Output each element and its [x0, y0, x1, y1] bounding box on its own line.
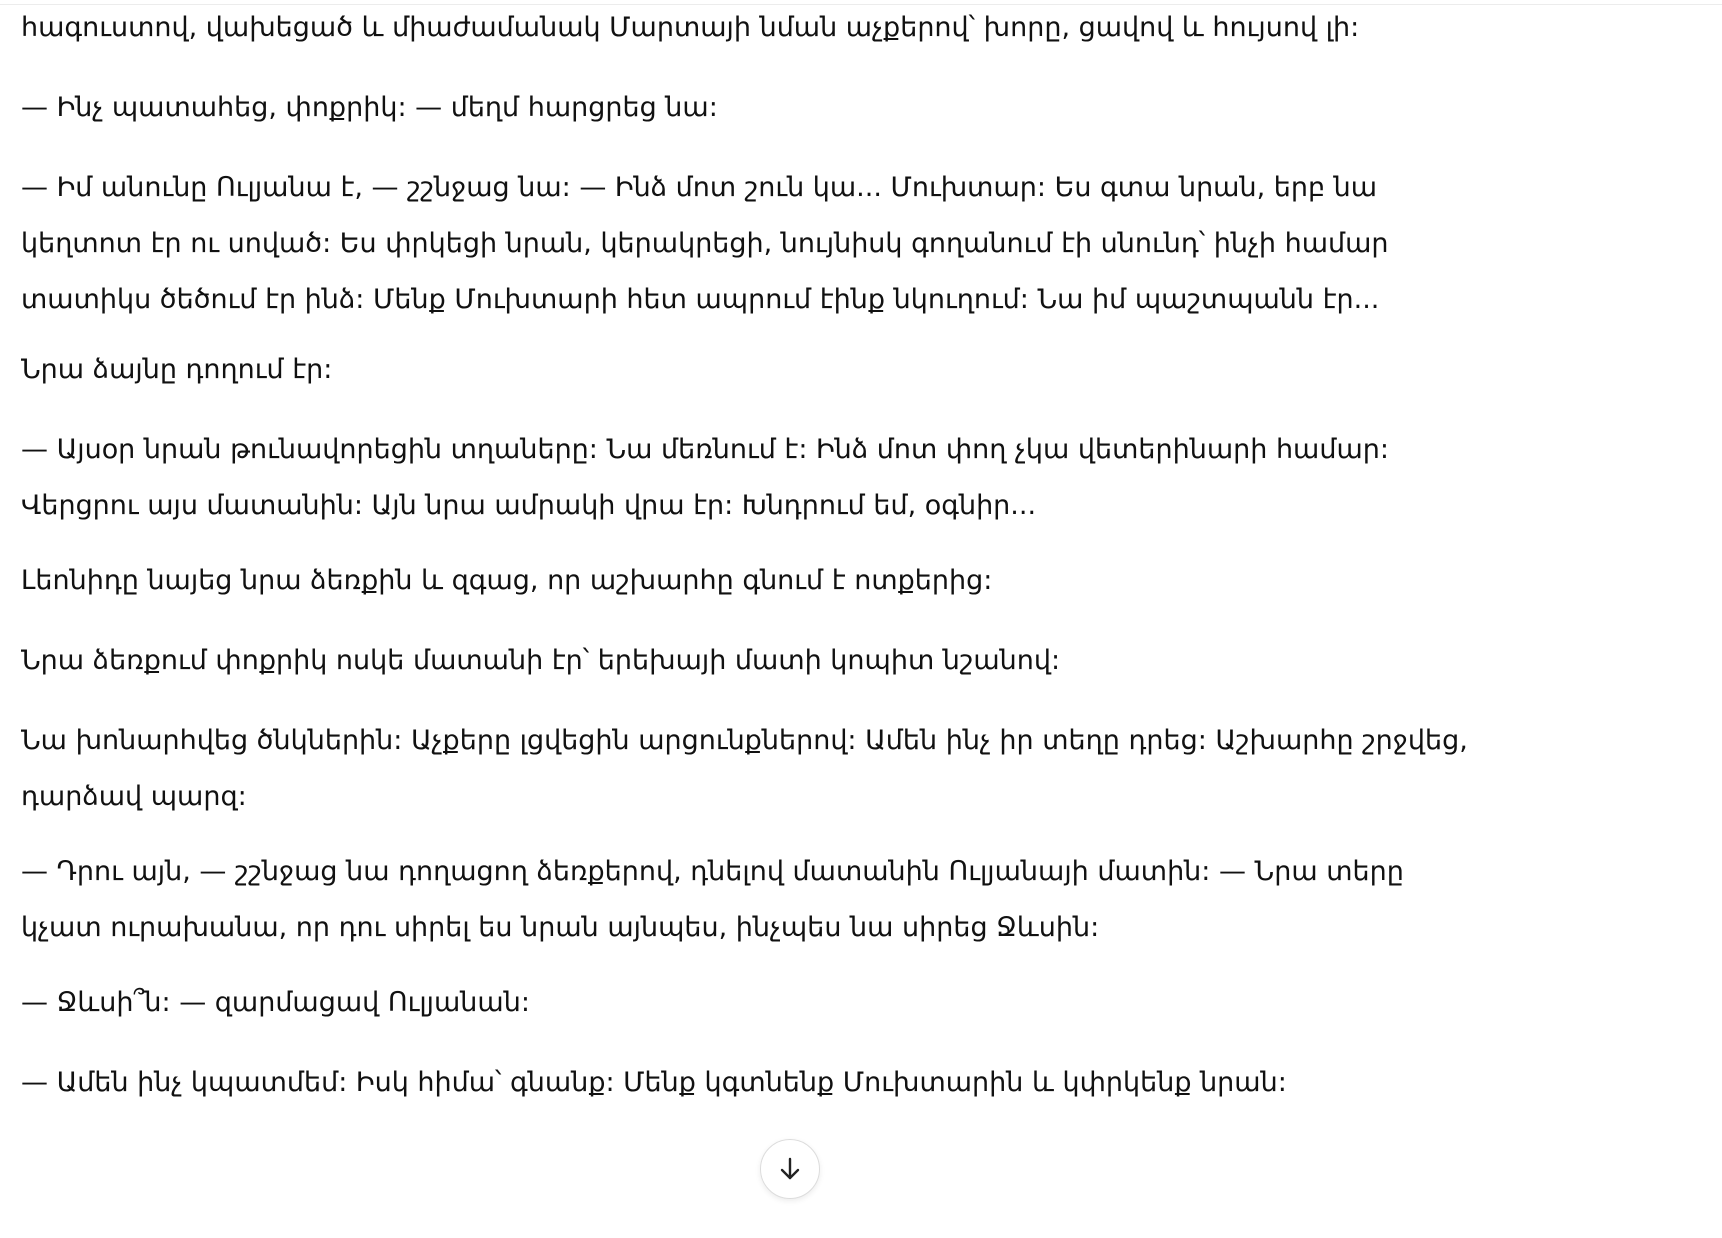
- paragraph-1: [21, 0, 1359, 56]
- paragraph-line: Նրա ձայնը դողում էր:: [21, 354, 333, 385]
- paragraph-5: [21, 422, 1389, 534]
- paragraph-line: Նրա ձեռքում փոքրիկ ոսկե մատանի էր՝ երեխայի մատի կոպիտ նշանով:: [21, 645, 1061, 676]
- paragraph-9: [21, 844, 1404, 956]
- paragraph-7: [21, 633, 1060, 689]
- paragraph-2: [21, 80, 718, 136]
- paragraph-line: Նա խոնարհվեց ծնկներին: Աչքերը լցվեցին արցունքներով: Ամեն ինչ իր տեղը դրեց: Աշխարհը շրջվեց,: [21, 725, 1468, 756]
- paragraph-line: դարձավ պարզ:: [21, 781, 247, 812]
- paragraph-4: [21, 342, 332, 398]
- paragraph-line: հագուստով, վախեցած և միաժամանակ Մարտայի նման աչքերով՝ խորը, ցավով և հույսով լի:: [21, 12, 1360, 43]
- paragraph-line: — Ջևսի՞ն: — զարմացավ Ուլյանան:: [21, 987, 530, 1018]
- paragraph-line: կչատ ուրախանա, որ դու սիրել ես նրան այնպես, ինչպես նա սիրեց Ջևսին:: [21, 912, 1100, 943]
- paragraph-line: — Իմ անունը Ուլյանա է, — շշնջաց նա: — Ինձ մոտ շուն կա... Մուխտար: Ես գտա նրան, երբ նա: [21, 172, 1378, 203]
- paragraph-11: [21, 1055, 1287, 1111]
- paragraph-line: Վերցրու այս մատանին: Այն նրա ամրակի վրա էր: Խնդրում եմ, օգնիր...: [21, 490, 1037, 521]
- paragraph-line: տատիկս ծեծում էր ինձ: Մենք Մուխտարի հետ ապրում էինք նկուղում: Նա իմ պաշտպանն էր...: [21, 284, 1380, 315]
- paragraph-line: — Ինչ պատահեց, փոքրիկ: — մեղմ հարցրեց նա:: [21, 92, 718, 123]
- paragraph-3: [21, 160, 1389, 328]
- paragraph-6: [21, 553, 992, 609]
- paragraph-line: Լեոնիդը նայեց նրա ձեռքին և զգաց, որ աշխարհը գնում է ոտքերից:: [21, 565, 993, 596]
- paragraph-line: կեղտոտ էր ու սոված: Ես փրկեցի նրան, կերակրեցի, նույնիսկ գողանում էի սնունդ՝ ինչի համար: [21, 228, 1389, 259]
- paragraph-line: — Դրու այն, — շշնջաց նա դողացող ձեռքերով, դնելով մատանին Ուլյանայի մատին: — Նրա տերը: [21, 856, 1404, 887]
- paragraph-line: — Այսօր նրան թունավորեցին տղաները: Նա մեռնում է: Ինձ մոտ փող չկա վետերինարի համար:: [21, 434, 1389, 465]
- paragraph-10: [21, 975, 530, 1031]
- scroll-to-bottom-button[interactable]: [760, 1139, 820, 1199]
- paragraph-8: [21, 713, 1468, 825]
- arrow-down-icon: [775, 1154, 805, 1184]
- paragraph-line: — Ամեն ինչ կպատմեմ: Իսկ հիմա՝ գնանք: Մենք կգտնենք Մուխտարին և կփրկենք նրան:: [21, 1067, 1287, 1098]
